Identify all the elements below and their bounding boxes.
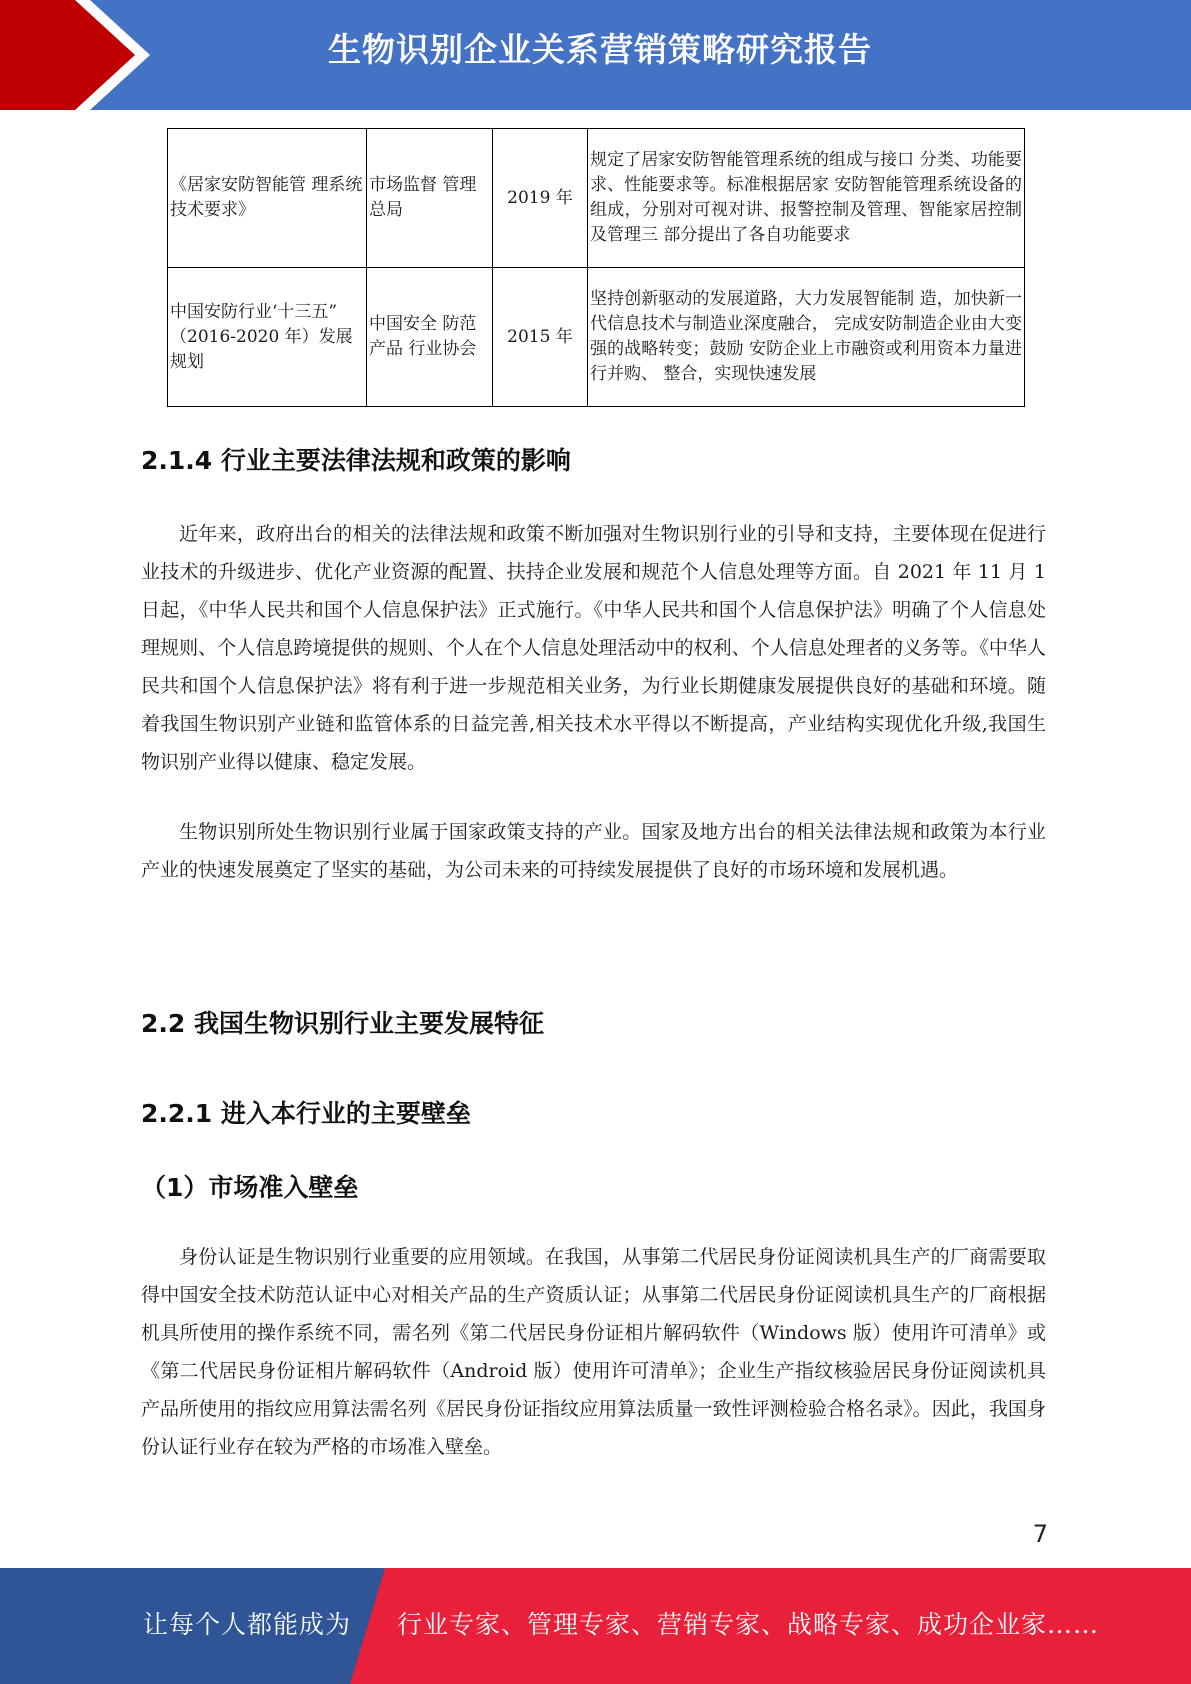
paragraph-market-access: 身份认证是生物识别行业重要的应用领域。在我国，从事第二代居民身份证阅读机具生产的厂商需要取得中国安全技术防范认证中心对相关产品的生产资质认证；从事第二代居民身份证阅读机具生产的厂商根据机具所使用的操作系统不同，需名列《第二代居民身份证相片解码软件（Windows 版）使用许可清单》或《第二代居民身份证相片解码软件（Android 版）使用许可清单》；企业生产指纹核验居民身份证阅读机具产品所使用的指纹应用算法需名列《居民身份证指纹应用算法质量一致性评测检验合格名录》。因此，我国身份认证行业存在较为严格的市场准入壁垒。 [141, 1246, 1046, 1458]
policy-name: 《居家安防智能管 理系统技术要求》 [168, 129, 367, 268]
paragraph-policy-support: 生物识别所处生物识别行业属于国家政策支持的产业。国家及地方出台的相关法律法规和政策为本行业产业的快速发展奠定了坚实的基础，为公司未来的可持续发展提供了良好的市场环境和发展机遇。 [141, 821, 1046, 881]
policy-year: 2019 年 [493, 129, 588, 268]
subsection-heading-market-access: （1）市场准入壁垒 [141, 1173, 359, 1202]
section-heading-2-2: 2.2 我国生物识别行业主要发展特征 [141, 1009, 544, 1038]
policy-name: 中国安防行业‘十三五” （2016-2020 年）发展规划 [168, 268, 367, 407]
policy-content: 规定了居家安防智能管理系统的组成与接口 分类、功能要求、性能要求等。标准根据居家 安防智能管理系统设备的组成，分别对可视对讲、报警控制及管理、智能家居控制及管理三 部分提出了各自功能要求 [588, 129, 1025, 268]
section-heading-2-1-4: 2.1.4 行业主要法律法规和政策的影响 [141, 446, 571, 475]
page-header [0, 0, 1191, 110]
page-footer [0, 1568, 1191, 1684]
policy-issuer: 中国安全 防范产品 行业协会 [367, 268, 493, 407]
footer-slogan-right: 行业专家、管理专家、营销专家、战略专家、成功企业家…… [397, 1610, 1100, 1639]
table-row [168, 268, 1025, 407]
policy-issuer: 市场监督 管理总局 [367, 129, 493, 268]
page-number: 7 [1032, 1520, 1048, 1548]
policy-table [167, 128, 1025, 407]
paragraph-law-policy: 近年来，政府出台的相关的法律法规和政策不断加强对生物识别行业的引导和支持，主要体现在促进行业技术的升级进步、优化产业资源的配置、扶持企业发展和规范个人信息处理等方面。自 2021 年 11 月 1 日起，《中华人民共和国个人信息保护法》正式施行。《中华人民共和国个人信息保护法》明确了个人信息处理规则、个人信息跨境提供的规则、个人在个人信息处理活动中的权利、个人信息处理者的义务等。《中华人民共和国个人信息保护法》将有利于进一步规范相关业务，为行业长期健康发展提供良好的基础和环境。随着我国生物识别产业链和监管体系的日益完善,相关技术水平得以不断提高，产业结构实现优化升级,我国生物识别产业得以健康、稳定发展。 [141, 523, 1046, 773]
policy-content: 坚持创新驱动的发展道路，大力发展智能制 造，加快新一代信息技术与制造业深度融合， 完成安防制造企业由大变强的战略转变；鼓励 安防企业上市融资或利用资本力量进行并购、 整合，实现快速发展 [588, 268, 1025, 407]
footer-slogan-left: 让每个人都能成为 [143, 1610, 352, 1639]
section-heading-2-2-1: 2.2.1 进入本行业的主要壁垒 [141, 1099, 471, 1128]
table-row [168, 129, 1025, 268]
header-title: 生物识别企业关系营销策略研究报告 [328, 30, 872, 69]
policy-year: 2015 年 [493, 268, 588, 407]
